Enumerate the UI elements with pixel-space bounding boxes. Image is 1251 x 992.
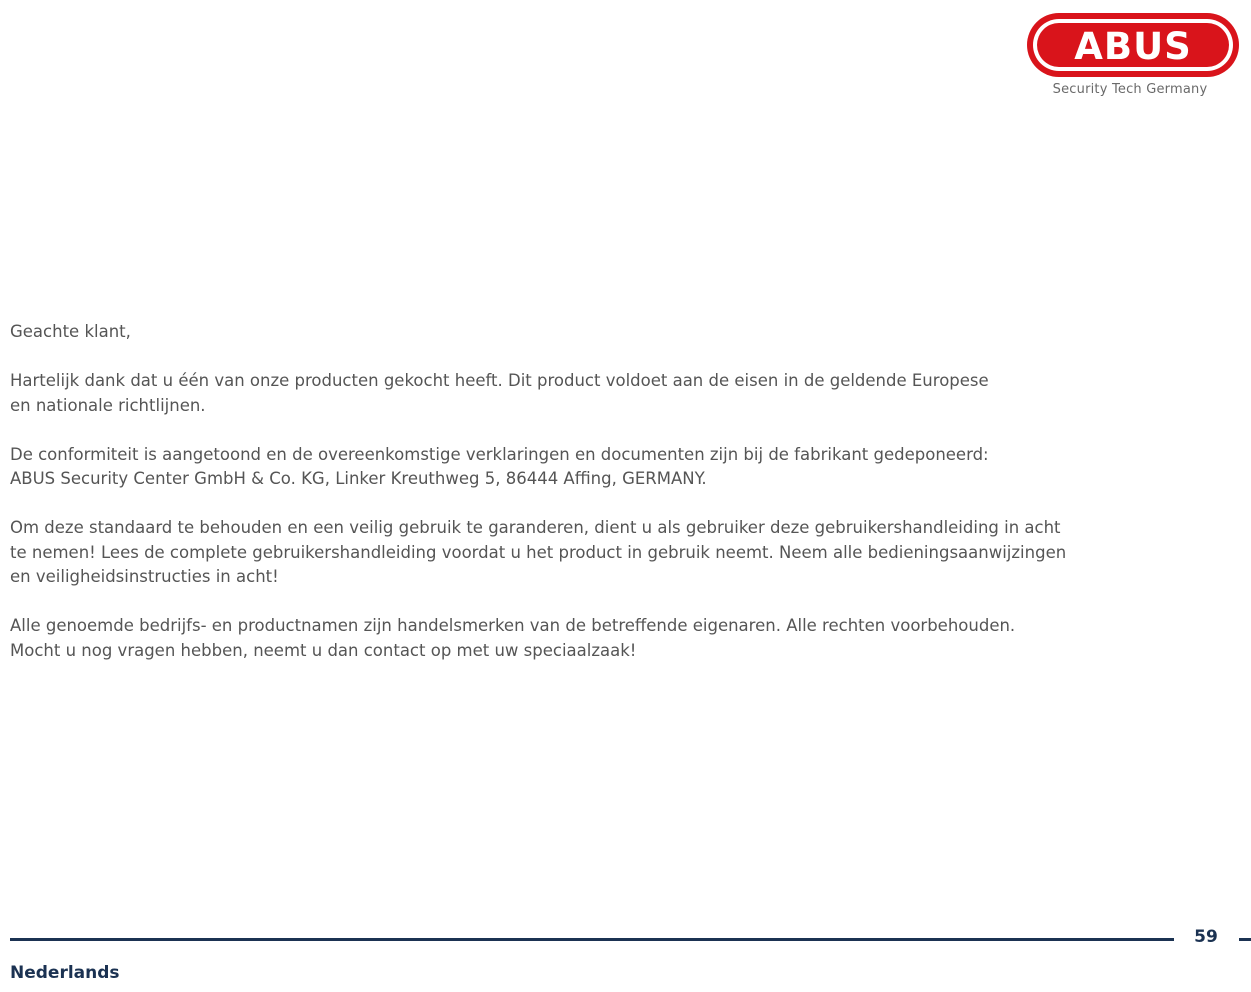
paragraph-line: De conformiteit is aangetoond en de overeenkomstige verklaringen en documenten zijn bij de fabrikant gedeponeerd: [10,444,989,464]
abus-logo-graphic [1026,12,1240,78]
paragraph-trademarks [10,614,1230,663]
paragraph-line: en nationale richtlijnen. [10,395,206,415]
paragraph-instructions [10,516,1230,590]
abus-logo [1026,12,1240,78]
paragraph-line: Om deze standaard te behouden en een veilig gebruik te garanderen, dient u als gebruiker deze gebruikershandleiding in acht [10,518,1061,537]
paragraph-thanks [10,369,1230,418]
salutation: Geachte klant, [10,322,131,341]
footer-divider-end [1239,938,1251,941]
logo-tagline: Security Tech Germany [1052,82,1208,97]
page-number: 59 [1194,927,1218,947]
paragraph-line: te nemen! Lees de complete gebruikershandleiding voordat u het product in gebruik neemt. Neem alle bedieningsaanwijzingen [10,542,1067,562]
paragraph-line: Hartelijk dank dat u één van onze producten gekocht heeft. Dit product voldoet aan de eisen in de geldende Europese [10,371,989,390]
paragraph-line: en veiligheidsinstructies in acht! [10,567,279,586]
paragraph-line: ABUS Security Center GmbH & Co. KG, Linker Kreuthweg 5, 86444 Affing, GERMANY. [10,469,707,488]
logo-lettering: ABUS [1074,25,1192,68]
paragraph-line: Mocht u nog vragen hebben, neemt u dan contact op met uw speciaalzaak! [10,640,637,660]
paragraph-line: Alle genoemde bedrijfs- en productnamen zijn handelsmerken van de betreffende eigenaren. Alle rechten voorbehouden. [10,616,1016,635]
footer-divider [10,938,1174,941]
letter-body [10,320,1230,688]
language-label: Nederlands [10,963,120,983]
paragraph-conformity [10,443,1230,492]
